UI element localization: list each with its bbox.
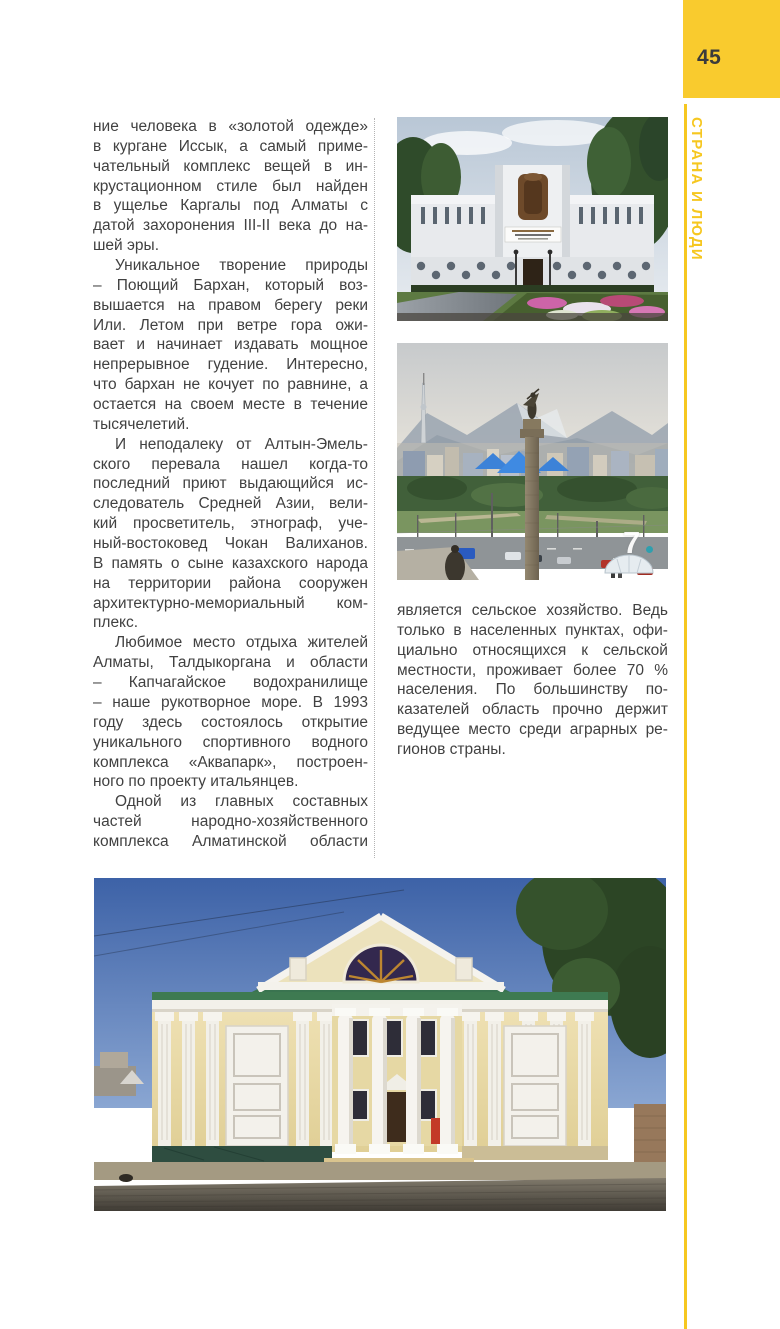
text-line: населения. По большинству по- xyxy=(397,681,668,699)
page-corner-block xyxy=(683,0,780,98)
text-line: Или. Летом при ветре гора ожи- xyxy=(93,316,368,334)
text-line: комплекса Алматинской области xyxy=(93,832,368,850)
text-line: непрерывное гудение. Интересно, xyxy=(93,356,368,374)
text-line: вает и начинает издавать мощное xyxy=(93,336,368,354)
text-line: Одной из главных составных xyxy=(115,793,368,811)
channel-7-watermark: 7 xyxy=(623,525,641,560)
column-divider xyxy=(374,118,375,858)
page-number: 45 xyxy=(697,46,722,69)
text-line: только в населенных пунктах, офи- xyxy=(397,621,668,639)
text-line: уникального спортивного водного xyxy=(93,733,368,751)
text-line: ведущее место среди аграрных ре- xyxy=(397,721,668,739)
left-text-column xyxy=(93,117,368,852)
text-line: ный-востоковед Чокан Валиханов. xyxy=(93,535,368,553)
text-line: последний приют выдающийся ис- xyxy=(93,475,368,493)
section-label: СТРАНА И ЛЮДИ xyxy=(688,117,705,261)
theater-photo xyxy=(94,878,666,1211)
text-line: году здесь состоялось открытие xyxy=(93,713,368,731)
text-line: Алматы, Талдыкоргана и области xyxy=(93,654,368,672)
text-line: является сельское хозяйство. Ведь xyxy=(397,602,668,619)
text-line: гионов страны. xyxy=(397,741,506,759)
text-line: ние человека в «золотой одежде» xyxy=(93,118,368,135)
text-line: В память о сыне казахского народа xyxy=(93,554,368,572)
museum-photo-art xyxy=(397,117,668,321)
text-line: ного по проекту итальянцев. xyxy=(93,773,299,791)
text-line: ского перевала нашел когда-то xyxy=(93,455,368,473)
text-line: крустационном стиле был найден xyxy=(93,177,368,195)
text-line: казателей область прочно держит xyxy=(397,701,668,719)
text-line: частей народно-хозяйственного xyxy=(93,813,368,831)
text-line: шей эры. xyxy=(93,237,159,255)
text-line: комплекса «Аквапарк», построен- xyxy=(93,753,368,771)
monument-photo xyxy=(397,343,668,580)
side-rule xyxy=(684,104,687,1329)
text-line: остается на своем месте в течение xyxy=(93,396,368,414)
text-line: чательный комплекс вещей в ин- xyxy=(93,157,368,175)
text-line: – Поющий Бархан, который воз- xyxy=(93,276,368,294)
museum-photo xyxy=(397,117,668,321)
text-line: следователь Средней Азии, вели- xyxy=(93,495,368,513)
theater-photo-art xyxy=(94,878,666,1211)
text-line: в кургане Иссык, а самый приме- xyxy=(93,137,368,155)
text-line: И неподалеку от Алтын-Эмель- xyxy=(115,435,368,453)
text-line: что бархан не кочует по равнине, а xyxy=(93,376,368,394)
text-line: кий просветитель, этнограф, уче- xyxy=(93,515,368,533)
text-line: плекс. xyxy=(93,614,139,632)
text-line: вышается на правом берегу реки xyxy=(93,296,368,314)
text-line: местности, проживает более 70 % xyxy=(397,661,668,679)
watermark-dot-icon xyxy=(646,546,653,553)
text-line: Любимое место отдыха жителей xyxy=(115,634,368,652)
text-line: – наше рукотворное море. В 1993 xyxy=(93,693,368,711)
text-line: тысячелетий. xyxy=(93,415,190,433)
text-line: на территории района сооружен xyxy=(93,574,368,592)
text-line: циально относящихся к сельской xyxy=(397,641,668,659)
text-line: архитектурно-мемориальный ком- xyxy=(93,594,368,612)
text-line: в ущелье Каргалы под Алматы с xyxy=(93,197,368,215)
text-line: Уникальное творение природы xyxy=(115,257,368,275)
text-line: датой захоронения III-II века до на- xyxy=(93,217,368,235)
text-line: – Капчагайское водохранилище xyxy=(93,674,368,692)
right-text-column xyxy=(397,601,668,760)
